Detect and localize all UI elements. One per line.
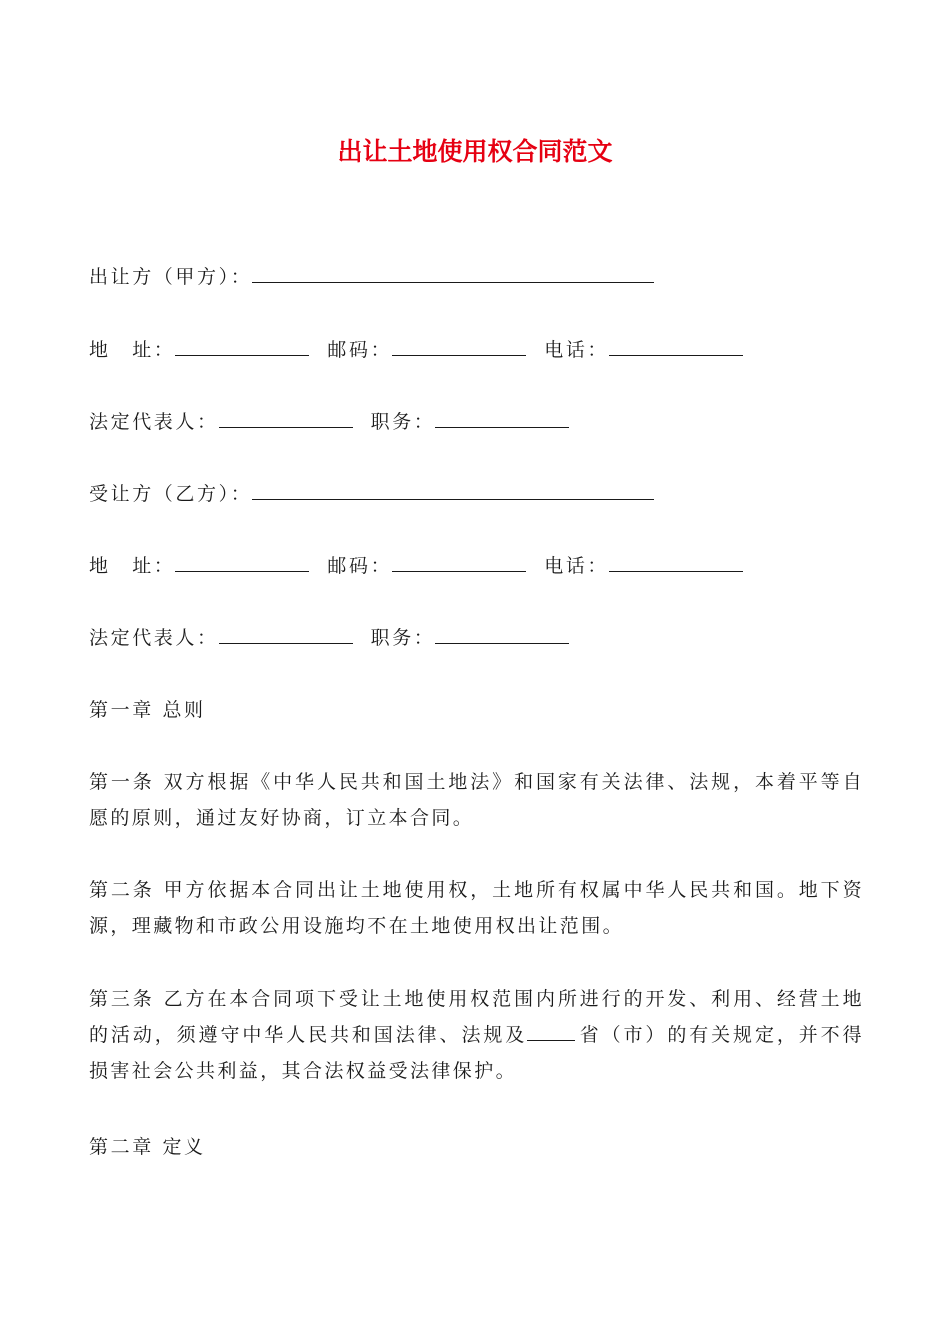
chapter-2-heading: 第二章 定义: [89, 1136, 206, 1158]
party-b-rep-blank[interactable]: [219, 627, 353, 644]
party-b-address-label: 地 址：: [89, 555, 176, 577]
party-a-rep-label: 法定代表人：: [89, 411, 219, 433]
party-b-postcode-blank[interactable]: [392, 555, 526, 572]
party-b-address-blank[interactable]: [175, 555, 309, 572]
chapter-1-heading: 第一章 总则: [89, 699, 206, 721]
party-a-phone-label: 电话：: [544, 339, 610, 361]
party-a-contact-line: [89, 337, 749, 363]
party-a-rep-blank[interactable]: [219, 411, 353, 428]
party-b-position-blank[interactable]: [435, 627, 569, 644]
party-b-line: [89, 481, 660, 507]
party-a-phone-blank[interactable]: [609, 339, 743, 356]
article-2: 第二条 甲方依据本合同出让土地使用权，土地所有权属中华人民共和国。地下资源，理藏物和市政公用设施均不在土地使用权出让范围。: [89, 879, 864, 937]
party-a-postcode-blank[interactable]: [392, 339, 526, 356]
party-a-rep-line: [89, 409, 575, 435]
party-b-phone-blank[interactable]: [609, 555, 743, 572]
article-3-text-after: 省（市）的有关规定，并不得损害社会公共利益，其合法权益受法律保护。: [89, 1024, 864, 1082]
party-a-position-label: 职务：: [370, 411, 436, 433]
party-b-postcode-label: 邮码：: [327, 555, 393, 577]
party-a-address-blank[interactable]: [175, 339, 309, 356]
party-a-address-label: 地 址：: [89, 339, 176, 361]
party-b-rep-label: 法定代表人：: [89, 627, 219, 649]
party-b-name-blank[interactable]: [252, 483, 654, 500]
party-a-position-blank[interactable]: [435, 411, 569, 428]
party-b-rep-line: [89, 625, 575, 651]
party-b-position-label: 职务：: [370, 627, 436, 649]
document-title: 出让土地使用权合同范文: [337, 137, 613, 166]
article-3: [89, 981, 864, 1089]
party-b-label: 受让方（乙方）：: [89, 483, 253, 505]
party-a-line: [89, 264, 660, 290]
province-blank[interactable]: [527, 1024, 575, 1041]
party-b-contact-line: [89, 553, 749, 579]
party-a-name-blank[interactable]: [252, 266, 654, 283]
article-3-text-before: 第三条 乙方在本合同项下受让土地使用权范围内所进行的开发、利用、经营土地的活动，须遵守中华人民共和国法律、法规及: [89, 988, 864, 1046]
party-a-label: 出让方（甲方）：: [89, 266, 253, 288]
article-1: 第一条 双方根据《中华人民共和国土地法》和国家有关法律、法规，本着平等自愿的原则，通过友好协商，订立本合同。: [89, 771, 864, 829]
party-a-postcode-label: 邮码：: [327, 339, 393, 361]
party-b-phone-label: 电话：: [544, 555, 610, 577]
